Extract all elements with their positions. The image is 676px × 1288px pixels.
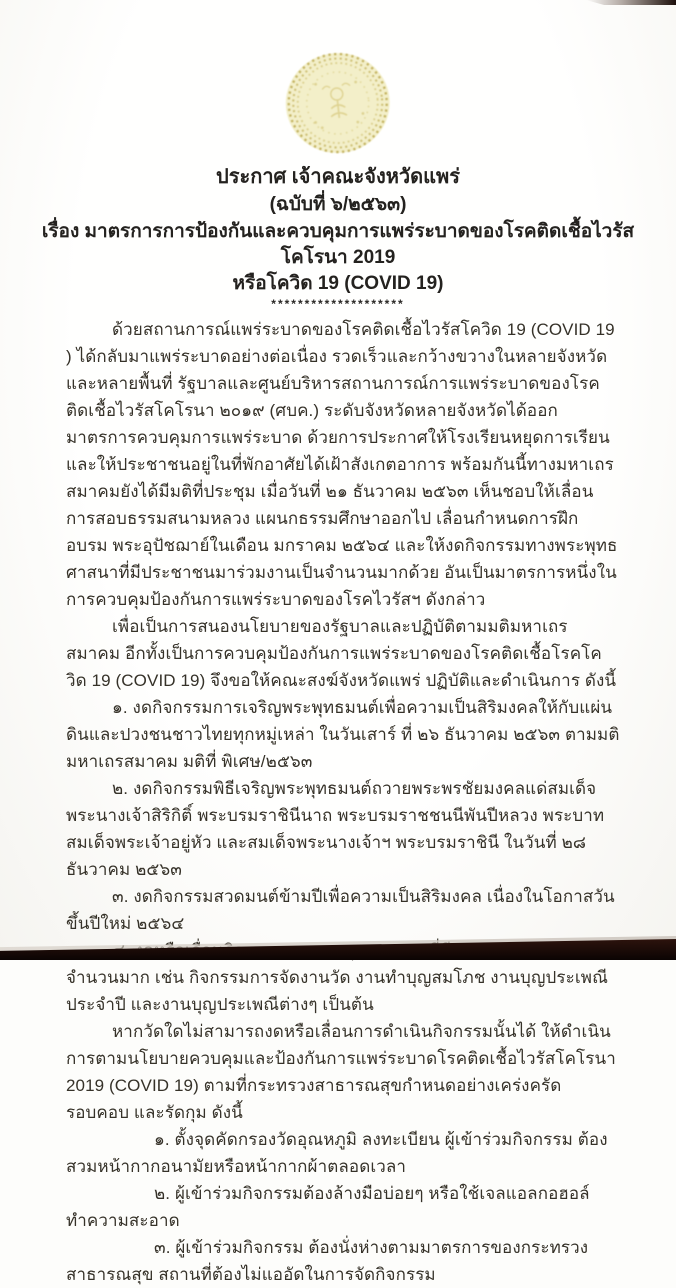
document-paragraph-8: ๑. ตั้งจุดคัดกรองวัดอุณหภูมิ ลงทะเบียน ผู้เข้าร่วมกิจกรรม ต้องสวมหน้ากากอนามัยหรือหน้ากากผ้าตลอดเวลา (66, 1129, 608, 1176)
document-paragraph-5: ๓. งดกิจกรรมสวดมนต์ข้ามปีเพื่อความเป็นสิริมงคล เนื่องในโอกาสวันขึ้นปีใหม่ ๒๕๖๔ (66, 886, 615, 933)
document-paragraph-7: หากวัดใดไม่สามารถงดหรือเลื่อนการดำเนินกิจกรรมนั้นได้ ให้ดำเนินการตามนโยบายควบคุมและป้องกันการแพร่ระบาดโรคติดเชื้อไวรัสโคโรนา 2019 (COVID 19) ตามที่กระทรวงสาธารณสุขกำหนดอย่างเคร่งครัด รอบคอบ และรัดกุม ดังนี้ (66, 1021, 616, 1122)
header-separator: ******************** (271, 296, 405, 311)
document-paragraph-6: จำนวนมาก เช่น กิจกรรมการจัดงานวัด งานทำบุญสมโภช งานบุญประเพณีประจำปี และงานบุญประเพณีต่างๆ เป็นต้น (66, 967, 608, 1014)
seal-area (0, 0, 676, 160)
document-subject-line2: หรือโควิด 19 (COVID 19) (232, 272, 444, 294)
document-paragraph-2: เพื่อเป็นการสนองนโยบายของรัฐบาลและปฏิบัติตามมติมหาเถรสมาคม อีกทั้งเป็นการควบคุมป้องกันการแพร่ระบาดของโรคติดเชื้อโรคโควิด 19 (COVID 19) จึงขอให้คณะสงฆ์จังหวัดแพร่ ปฏิบัติและดำเนินการ ดังนี้ (66, 616, 617, 690)
document-paragraph-10: ๓. ผู้เข้าร่วมกิจกรรม ต้องนั่งห่างตามมาตรการของกระทรวงสาธารณสุข สถานที่ต้องไม่แออัดในการจัดกิจกรรม (66, 1237, 589, 1284)
document-paragraph-4: ๒. งดกิจกรรมพิธีเจริญพระพุทธมนต์ถวายพระพรชัยมงคลแด่สมเด็จพระนางเจ้าสิริกิติ์ พระบรมราชินีนาถ พระบรมราชชนนีพันปีหลวง พระบาทสมเด็จพระเจ้าอยู่หัว และสมเด็จพระนางเจ้าฯ พระบรมราชินี ในวันที่ ๒๘ ธันวาคม ๒๕๖๓ (66, 778, 605, 879)
document-paragraph-9: ๒. ผู้เข้าร่วมกิจกรรมต้องล้างมือบ่อยๆ หรือใช้เจลแอลกอฮอล์ทำความสะอาด (66, 1183, 590, 1230)
document-body (0, 309, 676, 1288)
document-paragraph-1: ด้วยสถานการณ์แพร่ระบาดของโรคติดเชื้อไวรัสโควิด 19 (COVID 19 ) ได้กลับมาแพร่ระบาดอย่างต่อเนื่อง รวดเร็วและกว้างขวางในหลายจังหวัดและหลายพื้นที่ รัฐบาลและศูนย์บริหารสถานการณ์การแพร่ระบาดของโรคติดเชื้อไวรัสโคโรนา ๒๐๑๙ (ศบค.) ระดับจังหวัดหลายจังหวัดได้ออกมาตรการควบคุมการแพร่ระบาด ด้วยการประกาศให้โรงเรียนหยุดการเรียนและให้ประชาชนอยู่ในที่พักอาศัยได้เฝ้าสังเกตอาการ พร้อมกันนี้ทางมหาเถรสมาคมยังได้มีมติที่ประชุม เมื่อวันที่ ๒๑ ธันวาคม ๒๕๖๓ เห็นชอบให้เลื่อนการสอบธรรมสนามหลวง แผนกธรรมศึกษาออกไป เลื่อนกำหนดการฝึกอบรม พระอุปัชฌาย์ในเดือน มกราคม ๒๕๖๔ และให้งดกิจกรรมทางพระพุทธศาสนาที่มีประชาชนมาร่วมงานเป็นจำนวนมากด้วย อันเป็นมาตรการหนึ่งในการควบคุมป้องกันการแพร่ระบาดของโรคไวรัสฯ ดังกล่าว (66, 319, 618, 609)
document-issue-number: (ฉบับที่ ๖/๒๕๖๓) (269, 194, 407, 216)
document-title: ประกาศ เจ้าคณะจังหวัดแพร่ (216, 166, 460, 188)
document-subject-line1: เรื่อง มาตรการการป้องกันและควบคุมการแพร่ระบาดของโรคติดเชื้อไวรัสโคโรนา 2019 (41, 221, 635, 268)
document-header (0, 160, 676, 296)
document-paragraph-3: ๑. งดกิจกรรมการเจริญพระพุทธมนต์เพื่อความเป็นสิริมงคลให้กับแผ่นดินและปวงชนชาวไทยทุกหมู่เหล่า ในวันเสาร์ ที่ ๒๖ ธันวาคม ๒๕๖๓ ตามมติมหาเถรสมาคม มติที่ พิเศษ/๒๕๖๓ (66, 697, 620, 771)
temple-seal-icon (278, 45, 397, 167)
